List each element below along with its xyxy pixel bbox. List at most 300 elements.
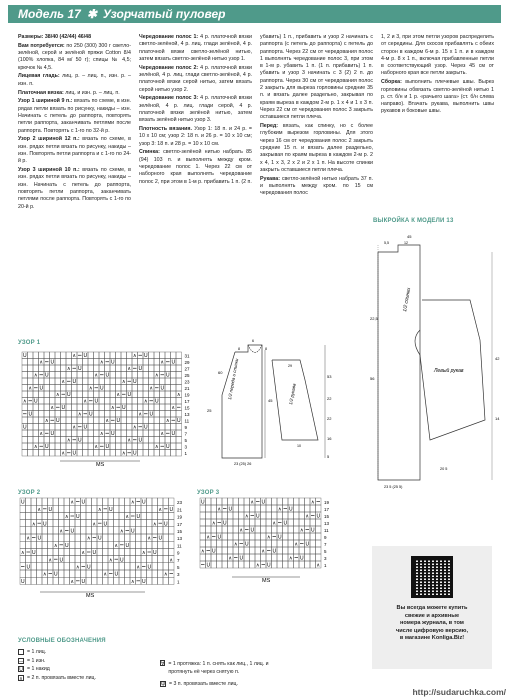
chart-cell xyxy=(77,378,83,385)
chart-symbol: ∧ xyxy=(105,418,110,424)
row-number: 15 xyxy=(184,405,190,411)
chart-cell xyxy=(149,443,155,450)
chart-cell xyxy=(299,547,305,554)
chart-cell xyxy=(20,534,26,541)
yarn-over-symbol-icon: U xyxy=(19,667,23,674)
chart-cell xyxy=(121,417,127,424)
chart-cell xyxy=(42,548,48,555)
chart-cell xyxy=(108,563,114,570)
chart-cell xyxy=(28,404,34,411)
chart-cell xyxy=(33,359,39,366)
chart-cell xyxy=(141,570,147,577)
chart-cell xyxy=(20,570,26,577)
chart-cell xyxy=(53,548,59,555)
chart-cell xyxy=(39,450,45,457)
chart-cell xyxy=(83,378,89,385)
chart-cell xyxy=(37,548,43,555)
chart-cell xyxy=(288,547,294,554)
chart-cell xyxy=(136,527,142,534)
chart-cell xyxy=(48,563,54,570)
chart-cell xyxy=(147,498,153,505)
chart-cell xyxy=(200,554,206,561)
chart-cell xyxy=(165,411,171,418)
chart-cell xyxy=(59,548,65,555)
chart-cell xyxy=(255,533,261,540)
chart-cell xyxy=(64,577,70,584)
chart-cell xyxy=(176,385,182,392)
chart-cell xyxy=(158,577,164,584)
chart-cell xyxy=(99,352,105,359)
chart-cell xyxy=(132,417,138,424)
chart-cell xyxy=(114,577,120,584)
chart-symbol: U xyxy=(22,353,27,359)
chart-cell xyxy=(163,577,169,584)
chart-cell xyxy=(250,561,256,568)
chart-cell xyxy=(92,541,98,548)
chart-cell xyxy=(239,533,245,540)
chart-cell xyxy=(163,527,169,534)
chart-cell xyxy=(222,540,228,547)
chart-symbol: ∧ xyxy=(39,359,44,366)
paragraph-body: лиц. р. – лиц. п., изн. р. – изн. п. xyxy=(18,73,131,87)
front-body-outline xyxy=(222,345,262,458)
chart-symbol: ∧ xyxy=(233,541,238,548)
chart-cell xyxy=(110,398,116,405)
chart-cell xyxy=(88,443,94,450)
chart-cell xyxy=(176,411,182,418)
chart-cell xyxy=(316,505,322,512)
chart-symbol: ∧ xyxy=(88,385,93,392)
chart-cell xyxy=(154,424,160,431)
chart-cell xyxy=(44,411,50,418)
dim-8a: 8 xyxy=(238,347,240,351)
chart-symbol: U xyxy=(283,520,288,527)
chart-cell xyxy=(22,417,28,424)
chart-symbol: ∧ xyxy=(211,520,216,527)
chart-cell xyxy=(119,498,125,505)
chart-symbol: U xyxy=(141,499,146,506)
chart-symbol: ∧ xyxy=(154,444,159,450)
chart-cell xyxy=(222,547,228,554)
row-number: 1 xyxy=(184,451,188,456)
dim-5: 5 xyxy=(327,454,330,459)
chart-symbol: ∧ xyxy=(305,513,310,520)
dim-22b: 22 xyxy=(327,416,332,421)
chart-symbol: U xyxy=(239,555,244,562)
chart-cell xyxy=(158,563,164,570)
chart-cell xyxy=(28,417,34,424)
chart-cell xyxy=(255,519,261,526)
chart-cell xyxy=(55,437,61,444)
chart-cell xyxy=(143,404,149,411)
dim-6: 6 xyxy=(252,339,254,343)
chart-cell xyxy=(86,520,92,527)
chart-cell xyxy=(149,424,155,431)
chart-cell xyxy=(277,540,283,547)
chart-cell xyxy=(108,498,114,505)
chart-cell xyxy=(81,505,87,512)
chart-symbol: U xyxy=(75,514,80,521)
chart-symbol: ∧ xyxy=(114,542,119,549)
chart-cell xyxy=(277,547,283,554)
chart-cell xyxy=(141,520,147,527)
chart-cell xyxy=(110,352,116,359)
qr-code-icon[interactable] xyxy=(411,556,453,598)
watermark-url[interactable]: http://sudaruchka.com/ xyxy=(412,687,506,697)
chart-symbol: U xyxy=(143,353,148,359)
chart-cell xyxy=(163,548,169,555)
chart-cell xyxy=(283,554,289,561)
row-number: 17 xyxy=(184,399,190,404)
chart-cell xyxy=(42,534,48,541)
paragraph-label: Узор 2 шириной 12 п.: xyxy=(18,136,80,143)
chart-cell xyxy=(200,512,206,519)
chart-cell xyxy=(42,577,48,584)
chart-cell xyxy=(310,533,316,540)
chart-cell xyxy=(44,424,50,431)
chart-cell xyxy=(53,577,59,584)
chart-cell xyxy=(116,450,122,457)
chart-cell xyxy=(94,430,100,437)
chart-cell xyxy=(116,398,122,405)
chart-cell xyxy=(294,519,300,526)
chart-cell xyxy=(119,563,125,570)
chart-symbol: ∧ xyxy=(94,444,99,450)
chart-symbol: U xyxy=(48,506,53,513)
chart-cell xyxy=(70,563,76,570)
chart-cell xyxy=(228,519,234,526)
chart-cell xyxy=(48,498,54,505)
chart-cell xyxy=(147,570,153,577)
chart-cell xyxy=(110,365,116,372)
chart-cell xyxy=(39,404,45,411)
chart-cell xyxy=(143,430,149,437)
chart-cell xyxy=(55,443,61,450)
chart-cell xyxy=(176,430,182,437)
chart-cell xyxy=(233,561,239,568)
chart-cell xyxy=(217,526,223,533)
chart-cell xyxy=(228,533,234,540)
chart-cell xyxy=(152,563,158,570)
chart-cell xyxy=(22,385,28,392)
chart-cell xyxy=(233,547,239,554)
chart-cell xyxy=(141,527,147,534)
chart-cell xyxy=(110,391,116,398)
chart-symbol: U xyxy=(261,499,266,506)
chart-cell xyxy=(92,505,98,512)
chart-cell xyxy=(114,512,120,519)
chart-cell xyxy=(42,498,48,505)
chart-cell xyxy=(108,541,114,548)
chart-symbol: ∧ xyxy=(44,418,49,424)
chart-symbol: U xyxy=(72,450,77,457)
chart-cell xyxy=(72,411,78,418)
chart-cell xyxy=(143,385,149,392)
chart-cell xyxy=(244,554,250,561)
chart-cell xyxy=(158,498,164,505)
chart-cell xyxy=(261,540,267,547)
chart-cell xyxy=(55,424,61,431)
chart-cell xyxy=(22,359,28,366)
chart-cell xyxy=(228,498,234,505)
chart-cell xyxy=(310,561,316,568)
chart-cell xyxy=(28,443,34,450)
chart-cell xyxy=(88,424,94,431)
chart-cell xyxy=(125,534,131,541)
chart-cell xyxy=(103,498,109,505)
chart-cell xyxy=(158,527,164,534)
chart-cell xyxy=(244,498,250,505)
chart-cell xyxy=(77,359,83,366)
chart-symbol: U xyxy=(171,431,176,437)
chart-cell xyxy=(99,417,105,424)
chart-cell xyxy=(310,505,316,512)
chart-cell xyxy=(20,541,26,548)
chart-cell xyxy=(88,391,94,398)
chart-cell xyxy=(288,498,294,505)
star-icon: ✱ xyxy=(86,7,97,21)
chart-cell xyxy=(116,430,122,437)
chart-cell xyxy=(132,411,138,418)
chart-cell xyxy=(83,365,89,372)
chart-cell xyxy=(121,398,127,405)
chart-cell xyxy=(261,519,267,526)
chart-symbol: ∧ xyxy=(136,564,141,571)
chart-cell xyxy=(127,411,133,418)
chart-cell xyxy=(261,526,267,533)
chart-cell xyxy=(233,512,239,519)
chart-cell xyxy=(206,512,212,519)
legend xyxy=(18,648,96,682)
chart-cell xyxy=(266,526,272,533)
chart-symbol: ∧ xyxy=(132,424,137,431)
paragraph-label: Узор 1 шириной 9 п.: xyxy=(18,98,73,105)
chart-symbol: U xyxy=(44,444,49,450)
chart-cell xyxy=(50,424,56,431)
chart-cell xyxy=(70,520,76,527)
chart-cell xyxy=(99,404,105,411)
chart-cell xyxy=(255,540,261,547)
paragraph-label: Лицевая гладь: xyxy=(18,73,60,80)
chart-symbol: U xyxy=(42,521,47,528)
chart-cell xyxy=(83,359,89,366)
chart-cell xyxy=(88,352,94,359)
chart-cell xyxy=(22,437,28,444)
chart-cell xyxy=(72,430,78,437)
chart-cell xyxy=(160,424,166,431)
chart-cell xyxy=(217,554,223,561)
chart-cell xyxy=(97,527,103,534)
chart-cell xyxy=(105,385,111,392)
chart-symbol: U xyxy=(64,542,69,549)
chart-symbol: ∧ xyxy=(206,534,211,541)
chart-cell xyxy=(138,430,144,437)
chart-cell xyxy=(26,527,32,534)
chart-symbol: ∧ xyxy=(61,450,66,457)
chart-cell xyxy=(294,533,300,540)
chart-cell xyxy=(86,527,92,534)
chart-cell xyxy=(132,385,138,392)
chart-cell xyxy=(299,533,305,540)
chart-cell xyxy=(141,556,147,563)
chart-cell xyxy=(233,505,239,512)
chart-cell xyxy=(288,512,294,519)
chart-cell xyxy=(200,533,206,540)
row-number: 17 xyxy=(324,507,330,512)
uzor2-label: УЗОР 2 xyxy=(18,490,41,496)
chart-cell xyxy=(37,556,43,563)
chart-cell xyxy=(88,437,94,444)
chart-symbol: ∧ xyxy=(239,527,244,534)
chart-cell xyxy=(222,498,228,505)
chart-cell xyxy=(33,365,39,372)
chart-cell xyxy=(149,365,155,372)
chart-cell xyxy=(255,526,261,533)
chart-cell xyxy=(217,547,223,554)
chart-cell xyxy=(64,534,70,541)
chart-cell xyxy=(288,533,294,540)
row-number: 5 xyxy=(184,438,188,443)
chart-cell xyxy=(132,443,138,450)
chart-symbol: U xyxy=(200,499,205,506)
chart-cell xyxy=(165,404,171,411)
chart-cell xyxy=(31,527,37,534)
chart-symbol: ∧ xyxy=(108,557,113,564)
chart-cell xyxy=(31,577,37,584)
chart-symbol: ∧ xyxy=(143,398,148,405)
row-number: 13 xyxy=(177,536,183,542)
knit-symbol-icon xyxy=(18,649,24,655)
paragraph-body: 4 р. платочной вязки зелёной, 4 р. лиц. глади светло-зелёной, 4 р. платочной вязки серой нитью, затем вязать серой нитью узор 2. xyxy=(139,64,252,93)
chart-cell xyxy=(165,398,171,405)
legend-item: ∀ = 1 протяжка: 1 п. снять как лиц., 1 лиц. и протянуть её через снятую п. xyxy=(161,661,269,675)
chart-cell xyxy=(48,512,54,519)
chart-cell xyxy=(206,540,212,547)
chart-cell xyxy=(108,534,114,541)
chart-cell xyxy=(121,437,127,444)
chart-cell xyxy=(272,512,278,519)
chart-cell xyxy=(94,378,100,385)
chart-cell xyxy=(81,541,87,548)
chart-symbol: ∧ xyxy=(116,392,121,398)
chart-cell xyxy=(272,540,278,547)
paragraph-label: Чередование полос 2: xyxy=(139,64,199,71)
chart-cell xyxy=(165,365,171,372)
chart-symbol: U xyxy=(105,372,110,379)
chart-cell xyxy=(28,365,34,372)
chart-cell xyxy=(77,404,83,411)
chart-cell xyxy=(283,547,289,554)
chart-cell xyxy=(250,540,256,547)
chart-cell xyxy=(272,498,278,505)
dim-60: 60 xyxy=(218,370,223,375)
chart-cell xyxy=(99,437,105,444)
chart-cell xyxy=(66,372,72,379)
chart-cell xyxy=(143,417,149,424)
chart-cell xyxy=(169,541,175,548)
legend-item: ∧ = 2 п. провязать вместе лиц. xyxy=(19,674,96,682)
chart-symbol: ∧ xyxy=(72,424,77,431)
chart-symbol: ∧ xyxy=(266,534,271,541)
sleeve-label: 1/2 рукава xyxy=(288,383,297,406)
chart-symbol: ∧ xyxy=(250,499,255,506)
chart-cell xyxy=(233,526,239,533)
chart-cell xyxy=(66,352,72,359)
chart-symbol: U xyxy=(132,450,137,457)
chart-symbol: ∧ xyxy=(163,571,168,578)
chart-cell xyxy=(158,512,164,519)
chart-cell xyxy=(141,541,147,548)
back-outline xyxy=(378,245,420,480)
chart-cell xyxy=(66,417,72,424)
chart-symbol: U xyxy=(72,379,77,385)
chart-symbol: ∧ xyxy=(75,564,80,571)
chart-cell xyxy=(136,534,142,541)
chart-cell xyxy=(272,526,278,533)
chart-cell xyxy=(310,540,316,547)
uzor1-label: УЗОР 1 xyxy=(18,340,41,346)
chart-cell xyxy=(119,505,125,512)
chart-cell xyxy=(70,505,76,512)
chart-cell xyxy=(94,417,100,424)
chart-cell xyxy=(125,498,131,505)
chart-symbol: ∧ xyxy=(83,398,88,405)
chart-cell xyxy=(143,365,149,372)
chart-cell xyxy=(42,541,48,548)
chart-cell xyxy=(316,554,322,561)
chart-cell xyxy=(222,526,228,533)
chart-cell xyxy=(33,417,39,424)
chart-symbol: U xyxy=(169,506,174,513)
chart-cell xyxy=(211,554,217,561)
chart-symbol: U xyxy=(26,564,31,571)
chart-cell xyxy=(239,498,245,505)
chart-cell xyxy=(288,519,294,526)
row-number: 5 xyxy=(324,549,327,554)
chart-cell xyxy=(48,541,54,548)
chart-cell xyxy=(244,505,250,512)
chart-cell xyxy=(28,391,34,398)
chart-cell xyxy=(149,372,155,379)
schema-title: ВЫКРОЙКА К МОДЕЛИ 13 xyxy=(373,218,454,224)
chart-cell xyxy=(158,570,164,577)
chart-cell xyxy=(108,548,114,555)
chart-cell xyxy=(154,352,160,359)
chart-cell xyxy=(55,359,61,366)
chart-cell xyxy=(250,554,256,561)
chart-cell xyxy=(28,372,34,379)
uzor3-label: УЗОР 3 xyxy=(197,490,220,496)
chart-cell xyxy=(141,512,147,519)
chart-cell xyxy=(154,391,160,398)
chart-cell xyxy=(283,561,289,568)
chart-cell xyxy=(99,391,105,398)
paragraph-body: вязать по схеме, в изн. рядах петли вязать по рисунку, накиды – изн. Начинать с петель до раппорта, повторять петли раппорта, заканчивать петлями после раппорта. Повторять с 1-го по 20-й р. xyxy=(18,167,131,210)
chart-symbol: U xyxy=(94,398,99,405)
chart-cell xyxy=(81,512,87,519)
chart-cell xyxy=(130,556,136,563)
chart-cell xyxy=(138,450,144,457)
chart-cell xyxy=(163,512,169,519)
row-number: 3 xyxy=(324,556,327,561)
chart-symbol: ∧ xyxy=(55,392,60,398)
chart-cell xyxy=(143,372,149,379)
chart-cell xyxy=(121,424,127,431)
ms-label-3: MS xyxy=(262,578,271,584)
promo-text: Вы всегда можете купить свежие и архивные номера журнала, в том числе цифровую версию, в магазине Konliga.Biz! xyxy=(395,605,469,642)
chart-cell xyxy=(86,505,92,512)
chart-cell xyxy=(171,450,177,457)
